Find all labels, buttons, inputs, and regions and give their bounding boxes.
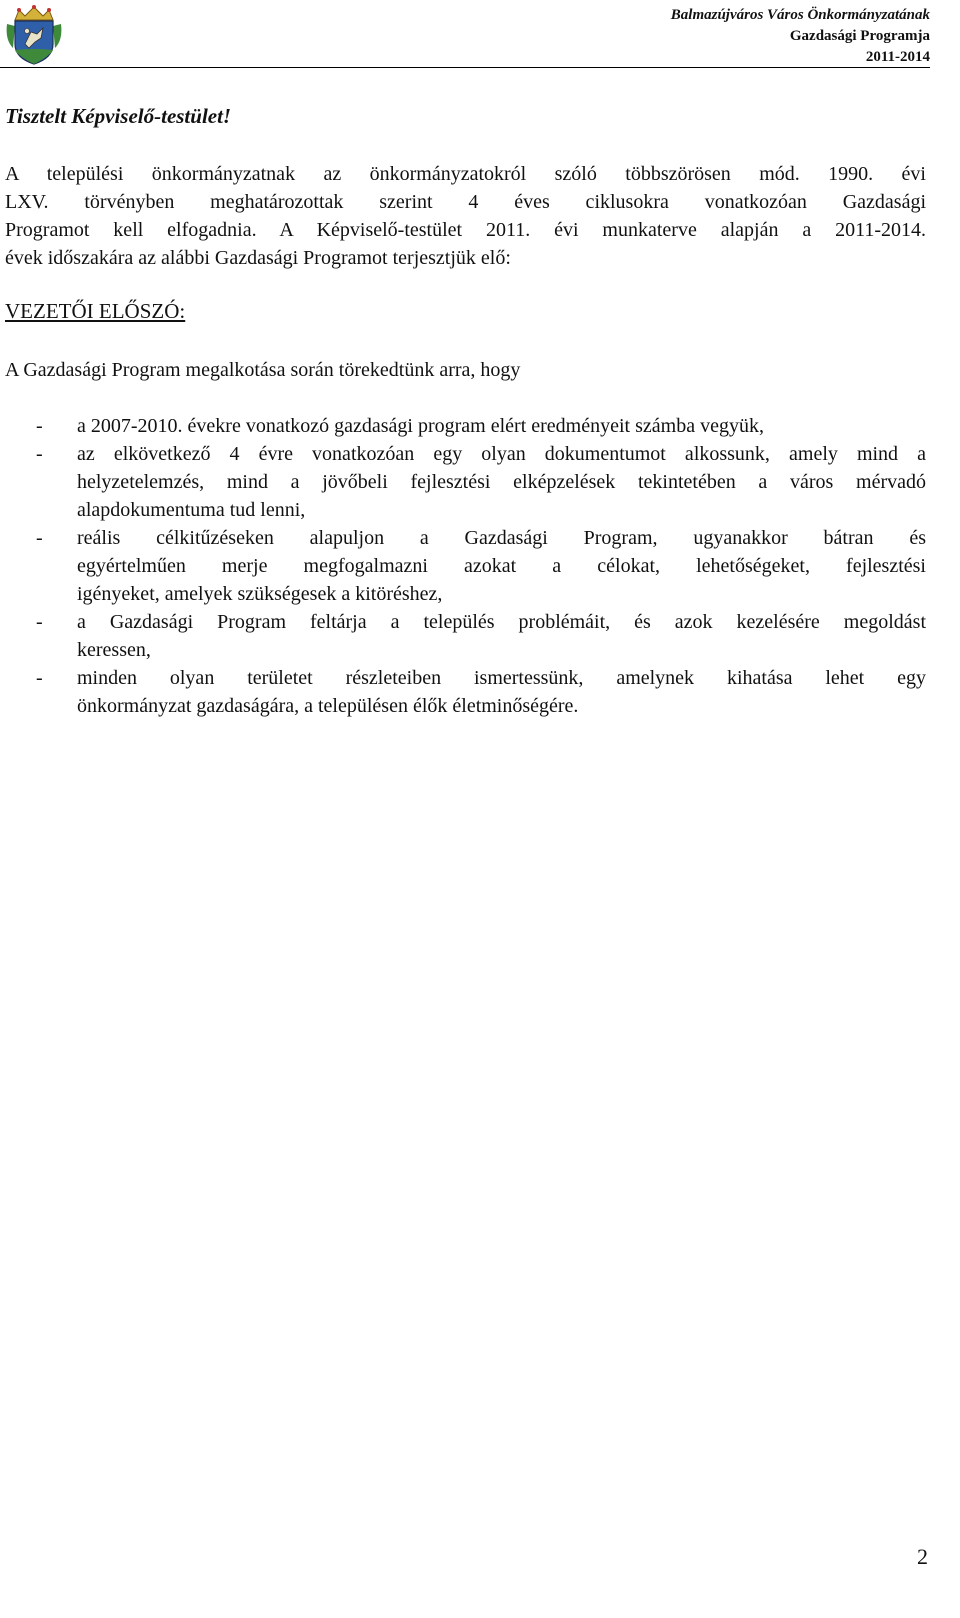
intro-line: Programot kell elfogadnia. A Képviselő-testület 2011. évi munkaterve alapján a 2011-2014.	[5, 219, 926, 241]
list-item-line: alapdokumentuma tud lenni,	[77, 499, 306, 521]
list-item-line: reális célkitűzéseken alapuljon a Gazdasági Program, ugyanakkor bátran és	[77, 527, 926, 549]
header-period: 2011-2014	[865, 49, 930, 65]
bullet-dash: -	[36, 611, 43, 633]
bullet-dash: -	[36, 415, 43, 437]
list-item	[5, 608, 926, 664]
intro-line: A települési önkormányzatnak az önkormányzatokról szóló többszörösen mód. 1990. évi	[5, 163, 926, 185]
bullet-dash: -	[36, 443, 43, 465]
intro-line: évek időszakára az alábbi Gazdasági Programot terjesztjük elő:	[5, 247, 511, 269]
list-item-line: igényeket, amelyek szükségesek a kitöréshez,	[77, 583, 443, 605]
header-municipality: Balmazújváros Város Önkormányzatának	[670, 7, 930, 23]
intro-paragraph	[5, 160, 926, 272]
list-item	[5, 664, 926, 720]
header-divider	[0, 67, 930, 68]
list-item-line: helyzetelemzés, mind a jövőbeli fejlesztési elképzelések tekintetében a város mérvadó	[77, 471, 926, 493]
bullet-dash: -	[36, 527, 43, 549]
list-item-line: önkormányzat gazdaságára, a településen élők életminőségére.	[77, 695, 579, 717]
section-heading: VEZETŐI ELŐSZÓ:	[5, 299, 186, 323]
salutation: Tisztelt Képviselő-testület!	[5, 104, 232, 128]
page-number: 2	[917, 1544, 928, 1569]
list-item-line: a Gazdasági Program feltárja a település problémáit, és azok kezelésére megoldást	[77, 611, 926, 633]
document-header	[671, 5, 930, 68]
bullet-dash: -	[36, 667, 43, 689]
list-item-line: egyértelműen merje megfogalmazni azokat a célokat, lehetőségeket, fejlesztési	[77, 555, 926, 577]
list-item	[5, 440, 926, 524]
list-item-line: az elkövetkező 4 évre vonatkozóan egy olyan dokumentumot alkossunk, amely mind a	[77, 443, 926, 465]
list-item-line: minden olyan területet részleteiben ismertessünk, amelynek kihatása lehet egy	[77, 667, 926, 689]
list-item	[5, 412, 926, 440]
header-program-title: Gazdasági Programja	[789, 28, 930, 44]
coat-of-arms-icon	[5, 4, 63, 66]
lead-sentence: A Gazdasági Program megalkotása során törekedtünk arra, hogy	[5, 359, 521, 381]
intro-line: LXV. törvényben meghatározottak szerint 4 éves ciklusokra vonatkozóan Gazdasági	[5, 191, 926, 213]
list-item	[5, 524, 926, 608]
goals-list	[5, 412, 926, 720]
list-item-line: keressen,	[77, 639, 151, 661]
list-item-line: a 2007-2010. évekre vonatkozó gazdasági program elért eredményeit számba vegyük,	[77, 415, 764, 437]
